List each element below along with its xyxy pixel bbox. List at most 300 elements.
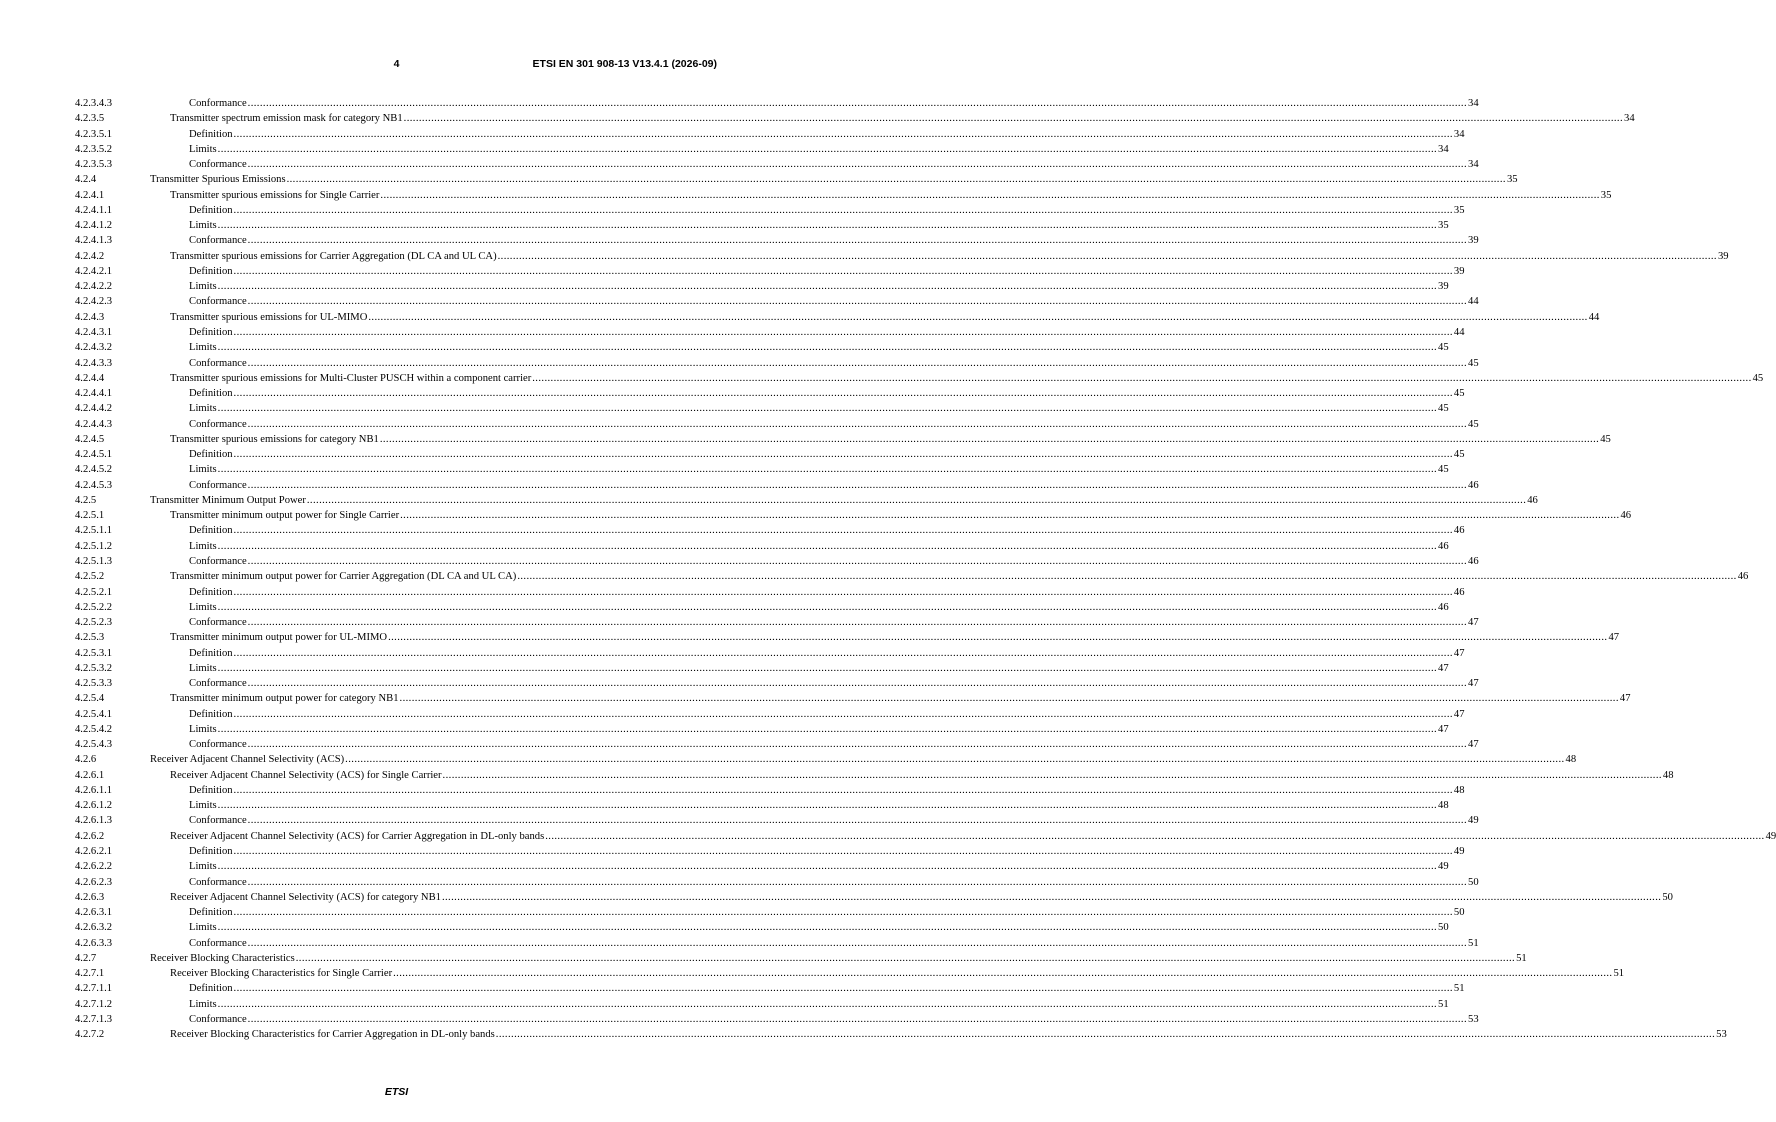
toc-entry-number: 4.2.6.2.1	[75, 846, 113, 858]
toc-entry-number: 4.2.7.1.3	[75, 1013, 113, 1025]
toc-entry-title: Transmitter spurious emissions for category NB1	[170, 433, 379, 445]
toc-entry-page: 34	[1624, 113, 1635, 125]
toc-entry-title: Transmitter Spurious Emissions	[150, 174, 286, 186]
toc-entry[interactable]	[75, 600, 1449, 615]
dot-leader: ................................................................................................................................................................................................................................................................................................................................................................................................................	[247, 159, 1468, 171]
dot-leader: ................................................................................................................................................................................................................................................................................................................................................................................................................	[217, 403, 1438, 415]
toc-entry-number: 4.2.7.2	[75, 1029, 105, 1041]
toc-entry[interactable]	[75, 386, 1465, 401]
toc-entry-page: 39	[1438, 281, 1449, 293]
toc-entry-page: 46	[1620, 510, 1632, 522]
dot-leader: ................................................................................................................................................................................................................................................................................................................................................................................................................	[247, 235, 1468, 247]
toc-entry-number: 4.2.4.2.2	[75, 281, 113, 293]
toc-entry[interactable]	[75, 462, 1449, 477]
toc-entry-page: 45	[1468, 418, 1479, 430]
toc-entry-title: Limits	[189, 998, 217, 1010]
toc-entry[interactable]	[75, 707, 1465, 722]
dot-leader: ................................................................................................................................................................................................................................................................................................................................................................................................................	[247, 98, 1468, 109]
toc-entry-title: Limits	[189, 342, 217, 354]
toc-entry-title: Receiver Adjacent Channel Selectivity (ACS)	[150, 754, 345, 766]
toc-entry-title: Limits	[189, 464, 217, 476]
toc-entry-title: Conformance	[189, 235, 247, 247]
toc-entry-page: 45	[1453, 388, 1465, 400]
toc-entry-number: 4.2.4.4.2	[75, 403, 113, 415]
toc-entry-page: 47	[1438, 662, 1449, 674]
toc-entry-title: Limits	[189, 143, 217, 155]
toc-entry-title: Definition	[189, 647, 233, 659]
toc-entry-number: 4.2.4.1.1	[75, 204, 113, 216]
toc-entry-number: 4.2.6.1.3	[75, 815, 113, 827]
toc-entry-number: 4.2.4.1.2	[75, 220, 113, 232]
dot-leader: ................................................................................................................................................................................................................................................................................................................................................................................................................	[233, 204, 1453, 216]
toc-entry[interactable]	[75, 417, 1479, 432]
toc-entry-page: 46	[1468, 555, 1479, 567]
toc-entry-number: 4.2.5.4.2	[75, 723, 113, 735]
toc-entry-number: 4.2.5.2	[75, 571, 105, 583]
toc-entry-title: Receiver Blocking Characteristics	[150, 952, 295, 964]
toc-entry-title: Transmitter minimum output power for category NB1	[170, 693, 399, 705]
page-number: 4	[393, 58, 400, 70]
toc-entry-number: 4.2.6.3.3	[75, 937, 113, 949]
toc-entry-page: 53	[1468, 1013, 1479, 1025]
toc-entry-page: 50	[1453, 907, 1465, 919]
toc-entry-page: 47	[1453, 708, 1465, 720]
toc-entry-page: 45	[1468, 357, 1479, 369]
dot-leader: ................................................................................................................................................................................................................................................................................................................................................................................................................	[233, 907, 1453, 919]
toc-entry[interactable]	[75, 340, 1449, 355]
toc-entry-page: 34	[1468, 159, 1479, 171]
toc-entry-number: 4.2.5.4.3	[75, 739, 113, 751]
toc-entry[interactable]	[75, 218, 1449, 233]
toc-entry-page: 51	[1438, 998, 1449, 1010]
toc-entry[interactable]	[75, 249, 1729, 264]
dot-leader: ................................................................................................................................................................................................................................................................................................................................................................................................................	[233, 983, 1453, 995]
toc-entry-page: 45	[1453, 449, 1465, 461]
toc-entry-number: 4.2.5.2.3	[75, 617, 113, 629]
toc-entry-page: 35	[1453, 204, 1465, 216]
dot-leader: ................................................................................................................................................................................................................................................................................................................................................................................................................	[233, 265, 1453, 277]
toc-entry-number: 4.2.4.1.3	[75, 235, 113, 247]
toc-entry-page: 50	[1662, 891, 1673, 903]
toc-entry-page: 51	[1453, 983, 1465, 995]
toc-entry-number: 4.2.4.3	[75, 311, 105, 323]
toc-entry-title: Conformance	[189, 159, 247, 171]
toc-entry-page: 44	[1453, 326, 1465, 338]
toc-entry[interactable]	[75, 264, 1465, 279]
toc-entry-number: 4.2.3.5.1	[75, 128, 113, 140]
toc-entry[interactable]	[75, 279, 1449, 294]
toc-entry[interactable]	[75, 294, 1479, 309]
toc-entry-page: 47	[1619, 693, 1631, 705]
toc-entry-page: 44	[1468, 296, 1479, 308]
toc-entry-number: 4.2.3.4.3	[75, 98, 113, 109]
toc-entry[interactable]	[75, 96, 1479, 111]
toc-entry-page: 45	[1438, 464, 1449, 476]
toc-entry-number: 4.2.6.2.2	[75, 861, 113, 873]
dot-leader: ................................................................................................................................................................................................................................................................................................................................................................................................................	[247, 555, 1468, 567]
toc-entry-title: Transmitter spectrum emission mask for category NB1	[170, 113, 403, 125]
toc-entry[interactable]	[75, 844, 1465, 859]
toc-entry-title: Conformance	[189, 479, 247, 491]
dot-leader: ................................................................................................................................................................................................................................................................................................................................................................................................................	[247, 739, 1468, 751]
toc-entry[interactable]	[75, 432, 1611, 447]
toc-entry-number: 4.2.4.2	[75, 250, 105, 262]
toc-entry-number: 4.2.5.2.2	[75, 601, 113, 613]
document-id: ETSI EN 301 908-13 V13.4.1 (2026-09)	[532, 58, 717, 70]
toc-entry[interactable]	[75, 188, 1612, 203]
toc-entry-page: 48	[1453, 784, 1465, 796]
toc-entry-number: 4.2.6.1.2	[75, 800, 113, 812]
toc-entry[interactable]	[75, 172, 1518, 187]
toc-entry-page: 44	[1588, 311, 1600, 323]
toc-entry-title: Limits	[189, 601, 217, 613]
dot-leader: ................................................................................................................................................................................................................................................................................................................................................................................................................	[247, 815, 1468, 827]
toc-entry-number: 4.2.6.3	[75, 891, 105, 903]
toc-entry-page: 49	[1468, 815, 1479, 827]
toc-entry-title: Conformance	[189, 1013, 247, 1025]
toc-entry[interactable]	[75, 722, 1449, 737]
dot-leader: ................................................................................................................................................................................................................................................................................................................................................................................................................	[217, 220, 1438, 232]
toc-entry-number: 4.2.4.1	[75, 189, 105, 201]
toc-entry-title: Receiver Blocking Characteristics for Carrier Aggregation in DL-only bands	[170, 1029, 495, 1041]
dot-leader: ................................................................................................................................................................................................................................................................................................................................................................................................................	[495, 1029, 1716, 1041]
toc-entry-title: Receiver Adjacent Channel Selectivity (ACS) for Single Carrier	[170, 769, 442, 781]
toc-entry[interactable]	[75, 142, 1449, 157]
toc-entry[interactable]	[75, 554, 1479, 569]
toc-entry[interactable]	[75, 951, 1527, 966]
toc-entry-number: 4.2.6.2	[75, 830, 105, 842]
toc-entry-title: Limits	[189, 922, 217, 934]
toc-entry-page: 34	[1453, 128, 1465, 140]
toc-entry-page: 46	[1468, 479, 1479, 491]
toc-entry-page: 47	[1468, 678, 1479, 690]
toc-entry-title: Definition	[189, 846, 233, 858]
toc-entry-title: Transmitter spurious emissions for Carrier Aggregation (DL CA and UL CA)	[170, 250, 497, 262]
toc-entry-number: 4.2.5.1.2	[75, 540, 113, 552]
dot-leader: ................................................................................................................................................................................................................................................................................................................................................................................................................	[217, 723, 1438, 735]
toc-entry-title: Definition	[189, 326, 233, 338]
table-of-contents	[75, 96, 1776, 1042]
toc-entry[interactable]	[75, 890, 1673, 905]
dot-leader: ................................................................................................................................................................................................................................................................................................................................................................................................................	[247, 937, 1468, 949]
toc-entry[interactable]	[75, 920, 1449, 935]
toc-entry-number: 4.2.6.2.3	[75, 876, 113, 888]
dot-leader: ................................................................................................................................................................................................................................................................................................................................................................................................................	[247, 678, 1468, 690]
dot-leader: ................................................................................................................................................................................................................................................................................................................................................................................................................	[497, 250, 1717, 262]
toc-entry[interactable]	[75, 997, 1449, 1012]
toc-entry-title: Definition	[189, 525, 233, 537]
toc-entry-number: 4.2.3.5.3	[75, 159, 113, 171]
toc-entry-page: 46	[1438, 540, 1449, 552]
toc-entry-page: 49	[1765, 830, 1776, 842]
toc-entry-title: Conformance	[189, 815, 247, 827]
dot-leader: ................................................................................................................................................................................................................................................................................................................................................................................................................	[368, 311, 1588, 323]
toc-entry[interactable]	[75, 493, 1538, 508]
toc-entry-title: Transmitter spurious emissions for UL-MIMO	[170, 311, 368, 323]
toc-entry-number: 4.2.7	[75, 952, 97, 964]
toc-entry-page: 45	[1600, 433, 1611, 445]
toc-entry-title: Transmitter spurious emissions for Single Carrier	[170, 189, 380, 201]
dot-leader: ................................................................................................................................................................................................................................................................................................................................................................................................................	[217, 540, 1438, 552]
toc-entry-page: 47	[1608, 632, 1620, 644]
dot-leader: ................................................................................................................................................................................................................................................................................................................................................................................................................	[441, 891, 1662, 903]
dot-leader: ................................................................................................................................................................................................................................................................................................................................................................................................................	[247, 418, 1468, 430]
toc-entry[interactable]	[75, 356, 1479, 371]
toc-entry[interactable]	[75, 523, 1465, 538]
toc-entry-page: 39	[1453, 265, 1465, 277]
dot-leader: ................................................................................................................................................................................................................................................................................................................................................................................................................	[393, 968, 1613, 980]
toc-entry-number: 4.2.4.5.1	[75, 449, 113, 461]
toc-entry-page: 47	[1468, 739, 1479, 751]
toc-entry-number: 4.2.3.5.2	[75, 143, 113, 155]
toc-entry[interactable]	[75, 646, 1465, 661]
dot-leader: ................................................................................................................................................................................................................................................................................................................................................................................................................	[217, 998, 1438, 1010]
toc-entry-page: 35	[1600, 189, 1612, 201]
dot-leader: ................................................................................................................................................................................................................................................................................................................................................................................................................	[233, 449, 1453, 461]
dot-leader: ................................................................................................................................................................................................................................................................................................................................................................................................................	[233, 128, 1453, 140]
toc-entry-number: 4.2.7.1	[75, 968, 105, 980]
dot-leader: ................................................................................................................................................................................................................................................................................................................................................................................................................	[247, 876, 1468, 888]
toc-entry-title: Conformance	[189, 678, 247, 690]
toc-entry-title: Limits	[189, 662, 217, 674]
toc-entry-title: Transmitter Minimum Output Power	[150, 494, 306, 506]
toc-entry-title: Conformance	[189, 876, 247, 888]
toc-entry-number: 4.2.5.1.1	[75, 525, 113, 537]
toc-entry-page: 51	[1613, 968, 1625, 980]
toc-entry[interactable]	[75, 478, 1479, 493]
dot-leader: ................................................................................................................................................................................................................................................................................................................................................................................................................	[247, 357, 1468, 369]
toc-entry-title: Conformance	[189, 98, 247, 109]
toc-entry[interactable]	[75, 768, 1674, 783]
toc-entry[interactable]	[75, 798, 1449, 813]
toc-entry-number: 4.2.5.4.1	[75, 708, 113, 720]
toc-entry-number: 4.2.5.2.1	[75, 586, 113, 598]
toc-entry-number: 4.2.5.1.3	[75, 555, 113, 567]
toc-entry-title: Limits	[189, 800, 217, 812]
toc-entry[interactable]	[75, 859, 1449, 874]
dot-leader: ................................................................................................................................................................................................................................................................................................................................................................................................................	[379, 433, 1600, 445]
dot-leader: ................................................................................................................................................................................................................................................................................................................................................................................................................	[217, 342, 1438, 354]
toc-entry-title: Transmitter minimum output power for Single Carrier	[170, 510, 400, 522]
toc-entry[interactable]	[75, 829, 1776, 844]
toc-entry-title: Conformance	[189, 296, 247, 308]
toc-entry-number: 4.2.5	[75, 494, 97, 506]
toc-entry-number: 4.2.6	[75, 754, 97, 766]
toc-entry-page: 47	[1438, 723, 1449, 735]
toc-entry-page: 46	[1453, 525, 1465, 537]
dot-leader: ................................................................................................................................................................................................................................................................................................................................................................................................................	[400, 510, 1620, 522]
toc-entry-page: 39	[1468, 235, 1479, 247]
toc-entry-page: 51	[1468, 937, 1479, 949]
dot-leader: ................................................................................................................................................................................................................................................................................................................................................................................................................	[295, 952, 1516, 964]
dot-leader: ................................................................................................................................................................................................................................................................................................................................................................................................................	[247, 479, 1468, 491]
dot-leader: ................................................................................................................................................................................................................................................................................................................................................................................................................	[217, 281, 1438, 293]
toc-entry-number: 4.2.4	[75, 174, 97, 186]
dot-leader: ................................................................................................................................................................................................................................................................................................................................................................................................................	[233, 708, 1453, 720]
toc-entry-title: Definition	[189, 586, 233, 598]
toc-entry-number: 4.2.4.5	[75, 433, 105, 445]
toc-entry-title: Conformance	[189, 617, 247, 629]
toc-entry-title: Receiver Adjacent Channel Selectivity (ACS) for category NB1	[170, 891, 441, 903]
toc-entry[interactable]	[75, 111, 1635, 126]
dot-leader: ................................................................................................................................................................................................................................................................................................................................................................................................................	[545, 830, 1765, 842]
dot-leader: ................................................................................................................................................................................................................................................................................................................................................................................................................	[345, 754, 1565, 766]
toc-entry[interactable]	[75, 752, 1577, 767]
toc-entry[interactable]	[75, 783, 1465, 798]
toc-entry[interactable]	[75, 737, 1479, 752]
toc-entry-page: 49	[1453, 846, 1465, 858]
toc-entry-title: Definition	[189, 449, 233, 461]
toc-entry-number: 4.2.7.1.2	[75, 998, 113, 1010]
toc-entry-title: Definition	[189, 265, 233, 277]
toc-entry-page: 46	[1453, 586, 1465, 598]
toc-entry-page: 48	[1662, 769, 1674, 781]
toc-entry-title: Definition	[189, 204, 233, 216]
toc-entry-number: 4.2.5.3.2	[75, 662, 113, 674]
toc-entry-title: Definition	[189, 128, 233, 140]
dot-leader: ................................................................................................................................................................................................................................................................................................................................................................................................................	[442, 769, 1662, 781]
toc-entry-title: Conformance	[189, 555, 247, 567]
toc-entry-title: Conformance	[189, 937, 247, 949]
toc-entry-page: 50	[1438, 922, 1449, 934]
toc-entry-title: Receiver Blocking Characteristics for Single Carrier	[170, 968, 393, 980]
toc-entry-title: Transmitter minimum output power for UL-MIMO	[170, 632, 388, 644]
toc-entry[interactable]	[75, 691, 1631, 706]
toc-entry-number: 4.2.3.5	[75, 113, 105, 125]
footer-publisher: ETSI	[384, 1086, 409, 1098]
toc-entry-page: 34	[1438, 143, 1449, 155]
dot-leader: ................................................................................................................................................................................................................................................................................................................................................................................................................	[217, 464, 1438, 476]
toc-entry-title: Limits	[189, 220, 217, 232]
toc-entry[interactable]	[75, 233, 1479, 248]
toc-entry-number: 4.2.5.4	[75, 693, 105, 705]
dot-leader: ................................................................................................................................................................................................................................................................................................................................................................................................................	[532, 372, 1752, 384]
toc-entry-number: 4.2.4.5.2	[75, 464, 113, 476]
toc-entry[interactable]	[75, 661, 1449, 676]
toc-entry-page: 48	[1565, 754, 1577, 766]
toc-entry-number: 4.2.5.3.3	[75, 678, 113, 690]
toc-entry-page: 34	[1468, 98, 1479, 109]
toc-entry-number: 4.2.5.1	[75, 510, 105, 522]
toc-entry-page: 47	[1453, 647, 1465, 659]
dot-leader: ................................................................................................................................................................................................................................................................................................................................................................................................................	[233, 388, 1453, 400]
toc-entry-page: 49	[1438, 861, 1449, 873]
toc-entry[interactable]	[75, 981, 1465, 996]
toc-entry[interactable]	[75, 1027, 1727, 1042]
dot-leader: ................................................................................................................................................................................................................................................................................................................................................................................................................	[217, 922, 1438, 934]
toc-entry[interactable]	[75, 1012, 1479, 1027]
dot-leader: ................................................................................................................................................................................................................................................................................................................................................................................................................	[233, 846, 1453, 858]
toc-entry[interactable]	[75, 401, 1449, 416]
dot-leader: ................................................................................................................................................................................................................................................................................................................................................................................................................	[217, 861, 1438, 873]
toc-entry-number: 4.2.6.3.1	[75, 907, 113, 919]
toc-entry-page: 35	[1506, 174, 1518, 186]
toc-entry-page: 48	[1438, 800, 1449, 812]
toc-entry-page: 46	[1737, 571, 1749, 583]
toc-entry-page: 53	[1716, 1029, 1727, 1041]
toc-entry-number: 4.2.4.4.1	[75, 388, 113, 400]
toc-entry-page: 39	[1717, 250, 1729, 262]
toc-entry-title: Limits	[189, 861, 217, 873]
toc-entry-title: Transmitter minimum output power for Carrier Aggregation (DL CA and UL CA)	[170, 571, 517, 583]
dot-leader: ................................................................................................................................................................................................................................................................................................................................................................................................................	[233, 326, 1453, 338]
toc-entry-page: 45	[1752, 372, 1764, 384]
dot-leader: ................................................................................................................................................................................................................................................................................................................................................................................................................	[233, 647, 1453, 659]
toc-entry[interactable]	[75, 569, 1749, 584]
dot-leader: ................................................................................................................................................................................................................................................................................................................................................................................................................	[233, 525, 1453, 537]
toc-entry[interactable]	[75, 676, 1479, 691]
dot-leader: ................................................................................................................................................................................................................................................................................................................................................................................................................	[247, 296, 1468, 308]
toc-entry[interactable]	[75, 905, 1465, 920]
toc-entry[interactable]	[75, 203, 1465, 218]
dot-leader: ................................................................................................................................................................................................................................................................................................................................................................................................................	[399, 693, 1619, 705]
toc-entry-title: Conformance	[189, 739, 247, 751]
toc-entry-number: 4.2.6.1	[75, 769, 105, 781]
toc-entry[interactable]	[75, 936, 1479, 951]
dot-leader: ................................................................................................................................................................................................................................................................................................................................................................................................................	[217, 601, 1438, 613]
toc-entry-number: 4.2.5.3	[75, 632, 105, 644]
dot-leader: ................................................................................................................................................................................................................................................................................................................................................................................................................	[217, 143, 1438, 155]
dot-leader: ................................................................................................................................................................................................................................................................................................................................................................................................................	[217, 662, 1438, 674]
toc-entry-number: 4.2.4.4	[75, 372, 105, 384]
toc-entry-page: 50	[1468, 876, 1479, 888]
toc-entry[interactable]	[75, 539, 1449, 554]
toc-entry-title: Definition	[189, 784, 233, 796]
toc-entry-title: Conformance	[189, 357, 247, 369]
toc-entry[interactable]	[75, 630, 1620, 645]
toc-entry-page: 45	[1438, 342, 1449, 354]
toc-entry-number: 4.2.4.2.3	[75, 296, 113, 308]
toc-entry[interactable]	[75, 325, 1465, 340]
toc-entry-page: 35	[1438, 220, 1449, 232]
toc-entry[interactable]	[75, 615, 1479, 630]
toc-entry-number: 4.2.7.1.1	[75, 983, 113, 995]
dot-leader: ................................................................................................................................................................................................................................................................................................................................................................................................................	[247, 1013, 1468, 1025]
toc-entry-number: 4.2.4.3.1	[75, 326, 113, 338]
toc-entry-page: 45	[1438, 403, 1449, 415]
toc-entry-title: Limits	[189, 403, 217, 415]
toc-entry-title: Definition	[189, 388, 233, 400]
toc-entry-title: Limits	[189, 723, 217, 735]
toc-entry[interactable]	[75, 310, 1600, 325]
toc-entry[interactable]	[75, 585, 1465, 600]
dot-leader: ................................................................................................................................................................................................................................................................................................................................................................................................................	[217, 800, 1438, 812]
toc-entry[interactable]	[75, 508, 1632, 523]
toc-entry[interactable]	[75, 127, 1465, 142]
dot-leader: ................................................................................................................................................................................................................................................................................................................................................................................................................	[247, 617, 1468, 629]
toc-entry-title: Conformance	[189, 418, 247, 430]
dot-leader: ................................................................................................................................................................................................................................................................................................................................................................................................................	[517, 571, 1737, 583]
toc-entry[interactable]	[75, 157, 1479, 172]
dot-leader: ................................................................................................................................................................................................................................................................................................................................................................................................................	[286, 174, 1506, 186]
toc-entry-number: 4.2.4.5.3	[75, 479, 113, 491]
dot-leader: ................................................................................................................................................................................................................................................................................................................................................................................................................	[388, 632, 1608, 644]
toc-entry-title: Limits	[189, 281, 217, 293]
toc-entry[interactable]	[75, 875, 1479, 890]
toc-entry-title: Definition	[189, 983, 233, 995]
dot-leader: ................................................................................................................................................................................................................................................................................................................................................................................................................	[380, 189, 1600, 201]
toc-entry[interactable]	[75, 371, 1764, 386]
toc-entry[interactable]	[75, 447, 1465, 462]
dot-leader: ................................................................................................................................................................................................................................................................................................................................................................................................................	[403, 113, 1624, 125]
toc-entry-title: Definition	[189, 708, 233, 720]
toc-entry-page: 51	[1516, 952, 1527, 964]
dot-leader: ................................................................................................................................................................................................................................................................................................................................................................................................................	[233, 586, 1453, 598]
toc-entry[interactable]	[75, 813, 1479, 828]
toc-entry-title: Definition	[189, 907, 233, 919]
toc-entry-title: Limits	[189, 540, 217, 552]
toc-entry[interactable]	[75, 966, 1625, 981]
